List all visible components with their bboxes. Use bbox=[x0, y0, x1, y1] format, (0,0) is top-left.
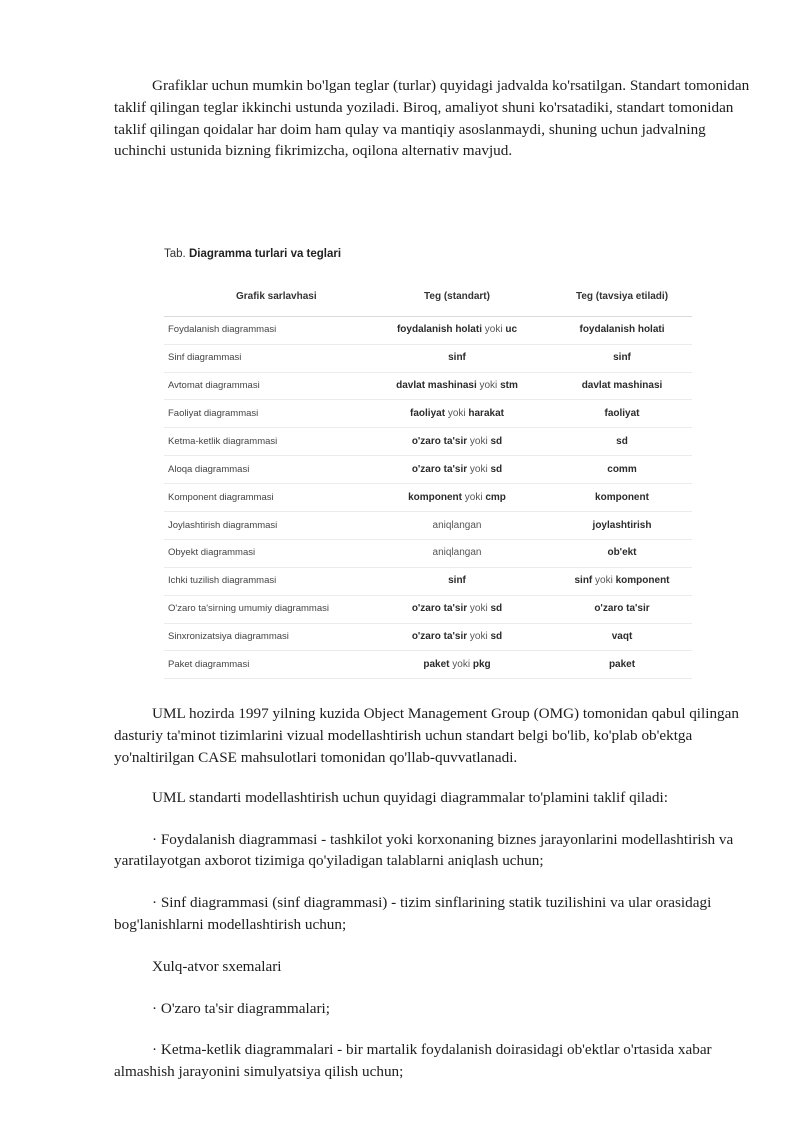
diagram-title-cell: Paket diagrammasi bbox=[164, 651, 362, 679]
table-row bbox=[164, 456, 692, 484]
tag-separator: yoki bbox=[469, 435, 488, 447]
diagram-title-cell: Joylashtirish diagrammasi bbox=[164, 512, 362, 540]
tag-separator: aniqlangan bbox=[432, 547, 482, 559]
table-row bbox=[164, 316, 692, 344]
table-body bbox=[164, 316, 692, 679]
standard-tag-cell bbox=[362, 344, 552, 372]
table-row bbox=[164, 595, 692, 623]
tag-primary: o'zaro ta'sir bbox=[411, 435, 468, 447]
tag-primary: sinf bbox=[613, 352, 631, 364]
recommended-tag-cell bbox=[552, 512, 692, 540]
tag-alternative: sd bbox=[490, 435, 503, 447]
table-row bbox=[164, 400, 692, 428]
tag-primary: o'zaro ta'sir bbox=[411, 463, 468, 475]
tag-primary: o'zaro ta'sir bbox=[594, 603, 650, 615]
uml-standard-paragraph: UML standarti modellashtirish uchun quyidagi diagrammalar to'plamini taklif qiladi: bbox=[152, 788, 668, 806]
tag-alternative: sd bbox=[490, 463, 503, 475]
tag-primary: davlat mashinasi bbox=[581, 380, 663, 392]
diagram-title-cell: Komponent diagrammasi bbox=[164, 484, 362, 512]
tag-primary: faoliyat bbox=[604, 408, 640, 419]
recommended-tag-cell bbox=[552, 428, 692, 456]
intro-paragraph: Grafiklar uchun mumkin bo'lgan teglar (turlar) quyidagi jadvalda ko'rsatilgan. Standart tomonidan taklif qilingan teglar ikkinchi ustunda yoziladi. Biroq, amaliyot shuni ko'rsatadiki, standart tomonidan taklif qilingan qoidalar har doim ham qulay va mantiqiy asoslanmaydi, shuning uchun jadvalning uchinchi ustunida bizning fikrimizcha, oqilona alternativ mavjud. bbox=[114, 77, 750, 160]
standard-tag-cell bbox=[362, 456, 552, 484]
uml-history-paragraph: UML hozirda 1997 yilning kuzida Object Management Group (OMG) tomonidan qabul qilingan dasturiy ta'minot tizimlarini vizual modellashtirish uchun standart belgi bo'lib, ko'plab ob'ektga yo'naltirilgan CASE mahsulotlari tomonidan qo'llab-quvvatlanadi. bbox=[114, 705, 739, 766]
standard-tag-cell bbox=[362, 400, 552, 428]
tag-primary: komponent bbox=[595, 491, 649, 503]
tag-primary: sinf bbox=[448, 352, 466, 364]
tag-primary: sinf bbox=[448, 575, 466, 587]
diagram-title-cell: Sinf diagrammasi bbox=[164, 344, 362, 372]
tag-separator: yoki bbox=[447, 408, 466, 419]
bullet-interaction-diagrams: · O'zaro ta'sir diagrammalari; bbox=[152, 999, 330, 1017]
diagram-title-cell: Sinxronizatsiya diagrammasi bbox=[164, 623, 362, 651]
tag-primary: foydalanish holati bbox=[396, 324, 482, 336]
table-row bbox=[164, 567, 692, 595]
tag-primary: sd bbox=[616, 435, 628, 447]
bullet-usecase-diagram: · Foydalanish diagrammasi - tashkilot yoki korxonaning biznes jarayonlarini modellashtirish va yaratilayotgan axborot tizimiga qo'yiladigan talablarni aniqlash uchun; bbox=[114, 830, 734, 870]
tag-separator: yoki bbox=[469, 603, 488, 615]
standard-tag-cell bbox=[362, 372, 552, 400]
tag-alternative: cmp bbox=[485, 491, 506, 503]
table-row bbox=[164, 372, 692, 400]
tag-primary: vaqt bbox=[611, 631, 633, 643]
tag-primary: komponent bbox=[408, 491, 462, 503]
header-recommended-tag: Teg (tavsiya etiladi) bbox=[552, 280, 692, 316]
tag-separator: yoki bbox=[479, 380, 498, 392]
table-row bbox=[164, 512, 692, 540]
recommended-tag-cell bbox=[552, 484, 692, 512]
standard-tag-cell bbox=[362, 512, 552, 540]
table-row bbox=[164, 344, 692, 372]
tag-primary: faoliyat bbox=[410, 408, 446, 419]
standard-tag-cell bbox=[362, 316, 552, 344]
standard-tag-cell bbox=[362, 623, 552, 651]
tag-alternative: komponent bbox=[615, 575, 670, 587]
diagram-tags-table bbox=[164, 280, 692, 679]
table-row bbox=[164, 484, 692, 512]
tag-alternative: pkg bbox=[472, 659, 491, 671]
table-row bbox=[164, 623, 692, 651]
tag-separator: yoki bbox=[464, 491, 483, 503]
diagram-title-cell: O'zaro ta'sirning umumiy diagrammasi bbox=[164, 595, 362, 623]
diagram-title-cell: Obyekt diagrammasi bbox=[164, 539, 362, 567]
standard-tag-cell bbox=[362, 567, 552, 595]
table-caption-title: Diagramma turlari va teglari bbox=[188, 248, 342, 261]
diagram-title-cell: Aloqa diagrammasi bbox=[164, 456, 362, 484]
tag-separator: aniqlangan bbox=[432, 519, 482, 531]
behavior-diagrams-heading: Xulq-atvor sxemalari bbox=[152, 957, 282, 975]
recommended-tag-cell bbox=[552, 344, 692, 372]
table-row bbox=[164, 428, 692, 456]
tag-primary: paket bbox=[423, 659, 450, 671]
diagram-title-cell: Ketma-ketlik diagrammasi bbox=[164, 428, 362, 456]
header-diagram-title: Grafik sarlavhasi bbox=[164, 280, 362, 316]
recommended-tag-cell bbox=[552, 539, 692, 567]
standard-tag-cell bbox=[362, 539, 552, 567]
diagram-title-cell: Faoliyat diagrammasi bbox=[164, 400, 362, 428]
table-row bbox=[164, 651, 692, 679]
tag-alternative: sd bbox=[490, 631, 503, 643]
tag-primary: foydalanish holati bbox=[579, 324, 665, 336]
standard-tag-cell bbox=[362, 484, 552, 512]
tag-alternative: harakat bbox=[468, 408, 504, 419]
tag-separator: yoki bbox=[484, 324, 503, 336]
standard-tag-cell bbox=[362, 651, 552, 679]
table-header-row bbox=[164, 280, 692, 316]
tag-primary: davlat mashinasi bbox=[396, 380, 477, 392]
recommended-tag-cell bbox=[552, 651, 692, 679]
tag-primary: comm bbox=[607, 463, 637, 475]
tag-alternative: sd bbox=[490, 603, 503, 615]
tag-primary: o'zaro ta'sir bbox=[411, 603, 468, 615]
diagram-title-cell: Ichki tuzilish diagrammasi bbox=[164, 567, 362, 595]
diagram-title-cell: Foydalanish diagrammasi bbox=[164, 316, 362, 344]
standard-tag-cell bbox=[362, 428, 552, 456]
table-caption bbox=[164, 244, 692, 266]
table-row bbox=[164, 539, 692, 567]
tag-primary: sinf bbox=[574, 575, 593, 587]
tag-primary: joylashtirish bbox=[592, 519, 652, 531]
tag-primary: ob'ekt bbox=[607, 547, 637, 559]
recommended-tag-cell bbox=[552, 623, 692, 651]
recommended-tag-cell bbox=[552, 456, 692, 484]
tag-separator: yoki bbox=[469, 463, 488, 475]
bullet-sequence-diagrams: · Ketma-ketlik diagrammalari - bir martalik foydalanish doirasidagi ob'ektlar o'rtasida xabar almashish jarayonini simulyatsiya qilish uchun; bbox=[114, 1041, 712, 1081]
tag-primary: paket bbox=[608, 659, 636, 671]
recommended-tag-cell bbox=[552, 400, 692, 428]
recommended-tag-cell bbox=[552, 567, 692, 595]
tag-alternative: stm bbox=[500, 380, 518, 392]
tag-separator: yoki bbox=[452, 659, 471, 671]
tag-primary: o'zaro ta'sir bbox=[411, 631, 468, 643]
table-caption-prefix: Tab. bbox=[164, 248, 186, 261]
standard-tag-cell bbox=[362, 595, 552, 623]
tag-separator: yoki bbox=[469, 631, 488, 643]
tag-alternative: uc bbox=[505, 324, 518, 336]
bullet-class-diagram: · Sinf diagrammasi (sinf diagrammasi) - tizim sinflarining statik tuzilishini va ular orasidagi bog'lanishlarni modellashtirish uchun; bbox=[114, 894, 712, 933]
recommended-tag-cell bbox=[552, 372, 692, 400]
diagram-tags-table-figure bbox=[164, 244, 692, 679]
recommended-tag-cell bbox=[552, 316, 692, 344]
header-standard-tag: Teg (standart) bbox=[362, 280, 552, 316]
recommended-tag-cell bbox=[552, 595, 692, 623]
diagram-title-cell: Avtomat diagrammasi bbox=[164, 372, 362, 400]
tag-separator: yoki bbox=[595, 575, 613, 587]
